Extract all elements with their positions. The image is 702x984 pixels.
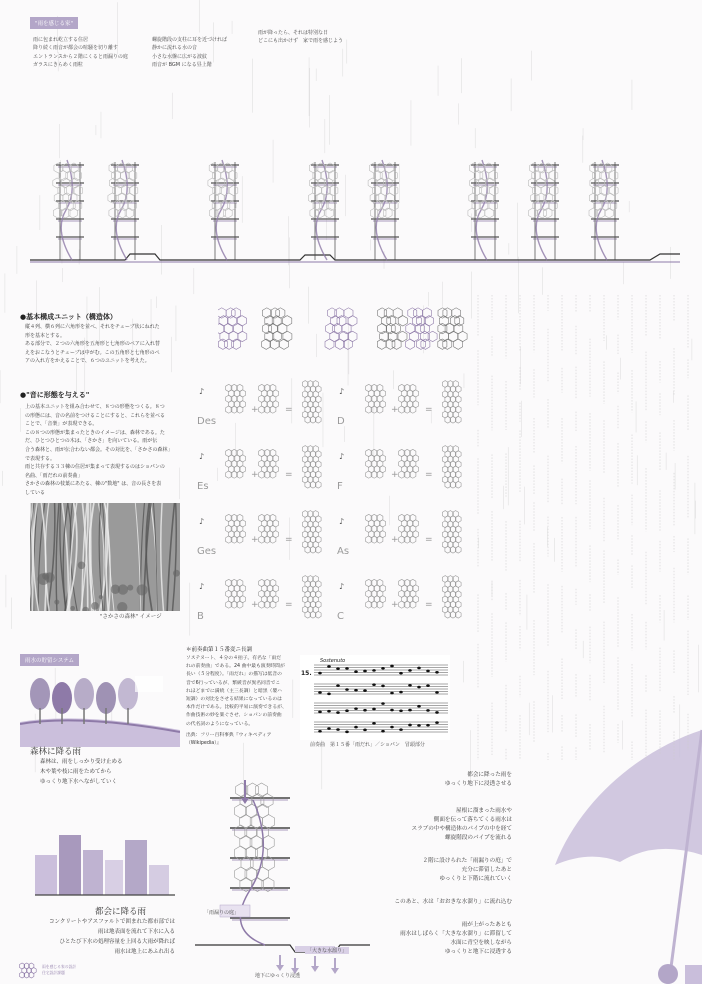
note-form-drawing xyxy=(195,510,335,570)
prelude-source: 出典：フリー百科事典『ウィキペディア （Wikipedia）』 xyxy=(186,733,272,747)
hex-tube xyxy=(442,446,461,489)
hex-tube xyxy=(226,579,246,608)
note-head xyxy=(327,665,331,668)
hex-tube xyxy=(366,579,386,608)
plus-sign: + xyxy=(391,535,399,545)
city-building xyxy=(83,850,103,895)
plus-sign: + xyxy=(251,535,259,545)
hex-cell xyxy=(485,208,494,218)
note-head xyxy=(390,726,394,729)
equals-sign: = xyxy=(425,470,433,480)
hex-cell xyxy=(313,201,322,211)
hex-cell xyxy=(421,323,430,333)
note-head xyxy=(399,691,403,694)
city-illustration xyxy=(35,825,175,900)
umbrella-corner xyxy=(685,965,702,984)
hex-cell xyxy=(53,208,62,218)
hex-cell xyxy=(398,316,407,326)
note-head xyxy=(381,685,385,688)
hex-cell xyxy=(473,186,482,196)
note-form-cell xyxy=(195,575,335,635)
hexagon-logo xyxy=(18,962,40,982)
music-note-icon: ♪ xyxy=(199,517,205,526)
tower xyxy=(589,160,619,260)
note-form-grid xyxy=(185,360,485,640)
note-head xyxy=(354,670,358,673)
note-head xyxy=(336,684,340,687)
photo-spot xyxy=(118,584,128,594)
hex-tube xyxy=(259,384,279,413)
hex-cell xyxy=(391,323,400,333)
hex-tube xyxy=(226,514,246,543)
city-building xyxy=(59,835,81,895)
hex-cell xyxy=(406,323,415,333)
hex-cell xyxy=(280,339,289,349)
music-note-icon: ♪ xyxy=(339,517,345,526)
photo-root xyxy=(91,503,92,611)
hex-cell xyxy=(476,208,485,218)
hex-cell xyxy=(255,783,267,797)
note-form-drawing xyxy=(335,380,475,440)
label-big-basin: 「大きな水溜り」 xyxy=(307,948,348,954)
hex-tube xyxy=(226,449,246,478)
hex-cell xyxy=(445,323,454,333)
note-head xyxy=(354,689,358,692)
hex-cell xyxy=(109,208,118,218)
music-note-icon: ♪ xyxy=(199,582,205,591)
photo-spot xyxy=(91,602,99,610)
hex-cell xyxy=(489,201,498,211)
score-paper xyxy=(300,655,450,740)
note-form-drawing xyxy=(335,510,475,570)
hex-tube xyxy=(325,308,357,350)
note-head xyxy=(372,722,376,725)
city-building xyxy=(35,855,57,895)
note-head xyxy=(345,731,349,734)
note-head xyxy=(336,711,340,714)
right-text-1: 都会に降った雨を ゆっくり地下に浸透させる xyxy=(444,772,512,787)
note-head xyxy=(327,693,331,696)
header-text-1: 雨に包まれ屹立する住居 降り続く雨音が都会の喧騒を切り離す エントランスから２階にくると雨漏りの庭 ガラスにきらめく雨粒 xyxy=(33,37,128,69)
hex-cell xyxy=(121,186,130,196)
music-note-icon: ♪ xyxy=(339,387,345,396)
hex-cell xyxy=(342,323,351,333)
city-building xyxy=(105,860,123,895)
equals-sign: = xyxy=(285,470,293,480)
hex-cell xyxy=(398,331,407,341)
forest-soil xyxy=(20,718,180,747)
system-tag: 雨水の貯留システム xyxy=(20,654,79,666)
hex-tube xyxy=(406,308,438,350)
note-head xyxy=(435,721,439,724)
equals-sign: = xyxy=(285,600,293,610)
inflow-arrowhead xyxy=(241,798,249,804)
hex-tube xyxy=(235,783,275,892)
hex-tube xyxy=(589,163,618,218)
hex-cell xyxy=(262,308,271,318)
label-ground-infiltration: 地下にゆっくり浸透 xyxy=(255,973,300,979)
photo-spot xyxy=(78,561,86,569)
note-head xyxy=(318,711,322,714)
hex-cell xyxy=(328,308,337,318)
note-head xyxy=(327,727,331,730)
hex-cell xyxy=(541,186,550,196)
equals-sign: = xyxy=(425,535,433,545)
hex-cell xyxy=(412,316,421,326)
note-label-left: Des xyxy=(197,416,217,427)
note-head xyxy=(345,667,349,670)
hex-cell xyxy=(232,308,241,318)
hex-tube xyxy=(399,384,419,413)
note-head xyxy=(381,730,385,733)
hex-cell xyxy=(262,339,271,349)
hex-cell xyxy=(543,208,552,218)
photo-spot xyxy=(70,606,75,611)
label-rain-garden: 「雨漏りの庭」 xyxy=(204,910,240,916)
plus-sign: + xyxy=(251,600,259,610)
note-head xyxy=(363,709,367,712)
note-head xyxy=(417,724,421,727)
sound-section-body: 上の基本ユニットを組み合わせて、８つの形態をつくる。８つ の形態には、音の名前をつけることにすると、これらを並べる ことで、「音楽」が表現できる。 この８つの形態が集まったときのイメージは、森林である。た だ、ひとつひとつの木は、「さかさ」を向いている。雨が伝 合う森林と、雨が伝合わない都会。その対比を、「さかさの森林」 で表現する。 雨と共存する３３棟の住居が集まって表現するのはショパンの 名曲、「雨だれの前奏曲」 さかさの森林の枝葉にあたる、棟の"数地" は、音の長さを表 している xyxy=(25,404,173,496)
hex-cell xyxy=(268,323,277,333)
infiltration-arrowhead xyxy=(331,968,339,974)
hex-cell xyxy=(344,308,353,318)
note-head xyxy=(363,729,367,732)
note-head xyxy=(399,728,403,731)
hex-cell xyxy=(480,171,489,181)
music-note-icon: ♪ xyxy=(199,387,205,396)
hex-tube xyxy=(399,514,419,543)
note-head xyxy=(417,686,421,689)
note-head xyxy=(345,709,349,712)
hex-tube xyxy=(368,163,398,218)
note-label-left: Ges xyxy=(197,546,217,557)
note-form-cell xyxy=(335,445,475,505)
note-head xyxy=(399,672,403,675)
note-form-drawing xyxy=(335,445,475,505)
hex-tube xyxy=(442,511,461,553)
note-head xyxy=(354,726,358,729)
right-text-2: 屋根に溜まった雨水や 側面を伝って落ちてくる雨水は スラブの中や構造体のパイプの中を経て 螺旋階段のパイプを流れる xyxy=(411,808,512,841)
note-head xyxy=(435,711,439,714)
infiltration-arrowhead xyxy=(311,966,319,972)
score-caption: 前奏曲 第１５番「雨だれ」／ショパン 冒頭部分 xyxy=(310,742,425,748)
plus-sign: + xyxy=(391,405,399,415)
tree-crown xyxy=(74,678,94,710)
tower xyxy=(468,160,499,260)
note-head xyxy=(336,667,340,670)
hex-cell xyxy=(276,308,285,318)
note-head xyxy=(435,671,439,674)
plus-sign: + xyxy=(251,470,259,480)
note-label-right: F xyxy=(337,481,343,492)
note-head xyxy=(381,702,385,705)
note-head xyxy=(363,689,367,692)
music-note-icon: ♪ xyxy=(339,582,345,591)
music-score xyxy=(300,655,450,740)
hex-cell xyxy=(605,208,614,218)
prelude-body: ソステヌート、４分の４拍子。有名な「雨だ れの前奏曲」である。24 曲中最も演奏時間が 長い（５分程度）。「雨だれ」の描写は低音の 音で6行っているが、繁緩音が異名同音でこ れほどまでに満続（主三長調）と暗黒（嬰ハ 短調）の対比をさせる結果になっているのは 本作だけである。比較的平易に演奏できるが、 作曲技術の妙を楽ぐさせ、ショパンの前奏曲 の代名詞のようになっている。 xyxy=(186,656,287,727)
hex-tube xyxy=(399,579,419,608)
tower xyxy=(53,160,84,260)
photo-spot xyxy=(44,572,54,582)
hex-cell xyxy=(454,339,463,349)
inverted-forest-photo xyxy=(30,503,180,611)
note-head xyxy=(408,669,412,672)
hex-tube xyxy=(308,163,338,218)
score-tempo: Sostenuto xyxy=(320,658,346,664)
tower xyxy=(368,160,399,260)
hex-tube xyxy=(302,511,321,553)
hex-cell xyxy=(232,339,241,349)
concept-tag: "雨を感じる家" xyxy=(30,17,78,29)
note-head xyxy=(381,667,385,670)
hex-cell xyxy=(529,208,538,218)
note-label-left: B xyxy=(197,611,204,622)
forest-body: 森林は、雨をしっかり受け止める 木や葉や枝に雨をためてから ゆっくり地下水へながしていく xyxy=(40,759,123,785)
hex-tube xyxy=(208,163,238,218)
photo-spot xyxy=(99,595,103,599)
hex-cell xyxy=(378,308,387,318)
note-form-cell xyxy=(335,575,475,635)
note-head xyxy=(408,724,412,727)
hex-cell xyxy=(225,339,234,349)
hex-tube xyxy=(442,576,461,619)
note-head xyxy=(390,692,394,695)
hex-cell xyxy=(443,308,452,318)
note-form-cell xyxy=(195,380,335,440)
equals-sign: = xyxy=(285,405,293,415)
hex-tube xyxy=(468,163,498,218)
note-head xyxy=(408,709,412,712)
note-form-cell xyxy=(195,445,335,505)
hex-tube xyxy=(226,384,246,413)
note-head xyxy=(372,669,376,672)
hex-cell xyxy=(326,323,335,333)
note-form-cell xyxy=(195,510,335,570)
hex-tube xyxy=(366,449,386,478)
hex-cell xyxy=(389,186,398,196)
note-label-left: Es xyxy=(197,481,209,492)
note-head xyxy=(318,730,322,733)
hex-cell xyxy=(549,171,558,181)
hex-tube xyxy=(20,963,37,978)
music-note-icon: ♪ xyxy=(199,452,205,461)
note-head xyxy=(408,684,412,687)
hex-cell xyxy=(235,804,247,818)
forest-title: 森林に降る雨 xyxy=(30,747,82,757)
note-label-right: C xyxy=(337,611,344,622)
hex-tube xyxy=(262,308,292,350)
header-text-2: 螺旋階段の支柱に耳を近づければ 静かに流れる水の音 小さな水盤に広がる波紋 雨音が BGM になる昼上階 xyxy=(152,37,228,69)
hex-tube xyxy=(366,384,386,413)
note-head xyxy=(372,708,376,711)
hex-cell xyxy=(238,331,247,341)
note-head xyxy=(390,665,394,668)
prelude-title: ＊前奏曲第１５番変ニ長調 xyxy=(186,647,253,653)
hex-cell xyxy=(384,308,393,318)
plus-sign: + xyxy=(251,405,259,415)
faint-text-columns xyxy=(470,290,702,770)
hex-cell xyxy=(340,331,349,341)
note-head xyxy=(426,670,430,673)
city-building xyxy=(125,840,147,895)
note-label-right: As xyxy=(337,546,350,557)
hex-cell xyxy=(228,171,237,181)
note-head xyxy=(363,670,367,673)
hex-cell xyxy=(74,186,83,196)
photo-caption: "さかさの森林" イメージ xyxy=(100,614,162,620)
hex-cell xyxy=(380,171,389,181)
hex-cell xyxy=(377,339,386,349)
note-head xyxy=(417,705,421,708)
note-form-cell xyxy=(335,380,475,440)
note-form-drawing xyxy=(335,575,475,635)
hex-cell xyxy=(383,208,392,218)
hex-cell xyxy=(410,331,419,341)
hex-tube xyxy=(259,449,279,478)
unit-tubes xyxy=(218,305,473,360)
hex-tube xyxy=(259,579,279,608)
hex-tube xyxy=(302,446,321,489)
infiltration-arrowhead xyxy=(276,965,284,971)
hex-cell xyxy=(238,316,247,326)
photo-spot xyxy=(173,570,180,577)
hex-tube xyxy=(442,381,461,424)
sound-section-title: ●"音に形態を与える" xyxy=(20,391,90,399)
photo-spot xyxy=(137,584,148,595)
hex-tube xyxy=(366,514,386,543)
hex-cell xyxy=(389,201,398,211)
hex-tube xyxy=(218,308,247,350)
right-text-4: このあと、水は「おおきな水溜り」に流れ込む xyxy=(394,899,512,905)
hex-cell xyxy=(325,339,334,349)
note-form-drawing xyxy=(195,380,335,440)
note-form-drawing xyxy=(195,575,335,635)
equals-sign: = xyxy=(425,405,433,415)
note-head xyxy=(318,672,322,675)
city-title: 都会に降る雨 xyxy=(95,907,147,917)
tree-crown xyxy=(30,678,50,710)
header-text-3: 雨が降ったら、それは特別な日 どこにも出かけず 家で雨を感じよう xyxy=(258,30,344,45)
hex-cell xyxy=(348,316,357,326)
hex-cell xyxy=(549,186,558,196)
hex-cell xyxy=(224,208,233,218)
hex-tube xyxy=(302,576,321,619)
hex-cell xyxy=(443,339,452,349)
note-form-drawing xyxy=(195,445,335,505)
right-text-5: 雨が上がったあとも 雨水はしばらく「大きな水溜り」に滞留して 水面に青空を映しながら ゆっくりと地下に浸透する xyxy=(400,922,512,955)
right-text-3: ２階に設けられた「雨漏りの庭」で 充分に滞留したあと ゆっくりと下階に流れていく xyxy=(422,858,512,882)
equals-sign: = xyxy=(425,600,433,610)
hex-cell xyxy=(125,208,134,218)
forest-illustration xyxy=(20,672,180,747)
hex-tube xyxy=(438,308,467,350)
note-head xyxy=(345,688,349,691)
score-number: 15. xyxy=(301,670,312,677)
equals-sign: = xyxy=(285,535,293,545)
note-head xyxy=(336,728,340,731)
hex-tube xyxy=(108,163,138,218)
hex-cell xyxy=(261,794,273,808)
umbrella-handle xyxy=(658,964,678,984)
note-head xyxy=(372,683,376,686)
tower xyxy=(308,160,339,260)
note-head xyxy=(354,707,358,710)
photo-spot xyxy=(127,585,133,591)
city-body: コンクリートやアスファルトで囲まれた都市部では 雨は地表面を流れて下水に入る ひとたび下水の処理容量を上回る大雨が降れば 雨水は地上にあふれ出る xyxy=(48,919,175,955)
hex-tube xyxy=(259,514,279,543)
section-water-path xyxy=(240,800,265,945)
music-note-icon: ♪ xyxy=(339,452,345,461)
note-head xyxy=(327,710,331,713)
note-head xyxy=(435,691,439,694)
hex-cell xyxy=(609,186,618,196)
hex-cell xyxy=(392,339,401,349)
tower xyxy=(108,160,139,260)
hex-tube xyxy=(399,449,419,478)
note-head xyxy=(390,709,394,712)
hex-tube xyxy=(377,308,407,350)
tower xyxy=(208,160,239,260)
note-head xyxy=(426,724,430,727)
hex-tube xyxy=(53,163,83,218)
hex-cell xyxy=(489,171,498,181)
forest-legend-box xyxy=(135,676,163,692)
hex-cell xyxy=(283,331,292,341)
plus-sign: + xyxy=(391,470,399,480)
note-head xyxy=(399,710,403,713)
city-building xyxy=(149,865,169,895)
hex-cell xyxy=(373,186,382,196)
logo-text: 雨を感じる家の設計 住宅設計課題 xyxy=(42,964,77,975)
note-label-right: D xyxy=(337,416,345,427)
note-form-cell xyxy=(335,510,475,570)
hex-cell xyxy=(129,186,138,196)
hex-tube xyxy=(302,381,321,424)
note-head xyxy=(417,667,421,670)
note-head xyxy=(426,684,430,687)
plus-sign: + xyxy=(391,600,399,610)
unit-section-title: ●基本構成ユニット（構造体） xyxy=(20,313,117,321)
unit-section-body: 縦４列、横６列に六角形を並べ、それをチューブ状にねれた 形を基本とする。 ある部分で、２つの六角形を五角形と七角形のペアに入れ替 えをおこなうとチューブは中がむ。この五角形と七角形のペ アの入れ方をかえることで、６つのユニットを考えた。 xyxy=(25,324,160,365)
note-head xyxy=(318,691,322,694)
tower-elevation xyxy=(30,150,680,270)
hex-cell xyxy=(406,339,415,349)
hex-tube xyxy=(528,163,558,218)
photo-spot xyxy=(54,599,59,604)
ground-line xyxy=(30,254,680,260)
note-head xyxy=(426,709,430,712)
tower xyxy=(528,160,559,260)
